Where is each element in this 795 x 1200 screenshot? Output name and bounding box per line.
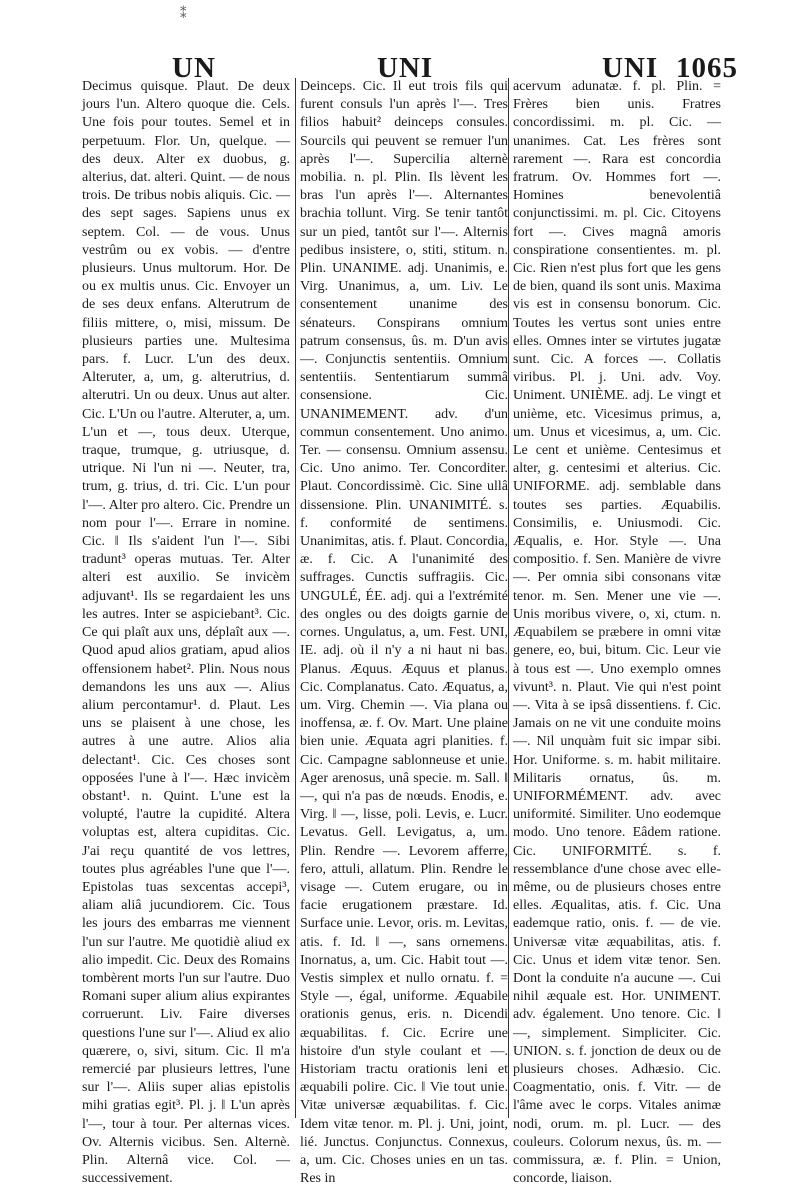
page-number: 1065 (676, 52, 738, 84)
column-right (513, 78, 721, 1187)
corner-mark: ⁑ (180, 6, 187, 21)
column-text: acervum adunatæ. f. pl. Plin. = Frères bien unis. Fratres concordissimi. m. pl. Cic. — unanimes. Cat. Les frères sont rarement —. Rara est concordia fratrum. Ov. Hommes fort —. Homines benevolentiâ conjunctissimi. m. pl. Cic. Citoyens fort —. Cives magnâ amoris conspiratione consentientes. m. pl. Cic. Rien n'est plus fort que les gens de bien, quand ils sont unis. Maxima vis est in consensu bonorum. Cic. Toutes les vertus sont unies entre elles. Omnes inter se virtutes jugatæ sunt. Cic. A forces —. Collatis viribus. Pl. j. Uni. adv. Voy. Uniment. UNIÈME. adj. Le vingt et unième, etc. Vicesimus primus, a, um. Unus et vicesimus, a, um. Cic. Le cent et unième. Centesimus et alter, g. centesimi et alterius. Cic. UNIFORME. adj. semblable dans toutes ses parties. Æquabilis. Consimilis, e. Uniusmodi. Cic. Æqualis, e. Hor. Style —. Una compositio. f. Sen. Manière de vivre —. Per omnia sibi consonans vitæ tenor. m. Sen. Mener une vie —. Unis moribus vivere, o, xi, ctum. n. Æquabilem se præbere in omni vitæ genere, eo, bui, bitum. Cic. Leur vie à tous est —. Uno exemplo omnes vivunt³. n. Plaut. Vie qui n'est point —. Vita à se ipsâ dissentiens. f. Cic. Jamais on ne vit une conduite moins —. Nil unquàm fuit sic impar sibi. Hor. Uniforme. s. m. habit militaire. Militaris ornatus, ûs. m. UNIFORMÉMENT. adv. avec uniformité. Similiter. Uno eodemque modo. Uno tenore. Eâdem ratione. Cic. UNIFORMITÉ. s. f. ressemblance d'une chose avec elle-même, ou de plusieurs choses entre elles. Æqualitas, atis. f. Cic. Una eademque ratio, onis. f. — de vie. Universæ vitæ æquabilitas, atis. f. Cic. Unus et idem vitæ tenor. Sen. Dont la conduite n'a aucune —. Cui nihil æquale est. Hor. UNIMENT. adv. également. Uno tenore. Cic. ‖ —, simplement. Simpliciter. Cic. UNION. s. f. jonction de deux ou de plusieurs choses. Adhæsio. Cic. Coagmentatio, onis. f. Vitr. — de l'âme avec le corps. Vitales animæ nodi, orum. m. pl. Lucr. — des couleurs. Colorum nexus, ûs. m. — commissura, æ. f. Plin. = Union, concorde, liaison. (513, 79, 721, 1187)
running-head-left: UN (172, 52, 216, 84)
column-divider (295, 78, 296, 1118)
column-text: Deinceps. Cic. Il eut trois fils qui furent consuls l'un après l'—. Tres filios habuit² deinceps consules. Sourcils qui peuvent se remuer l'un après l'—. Supercilia alternè mobilia. n. pl. Plin. Ils lèvent les bras l'un après l'—. Alternantes brachia tollunt. Virg. Se tenir tantôt sur un pied, tantôt sur l'—. Alternis pedibus insistere, o, stiti, stitum. n. Plin. UNANIME. adj. Unanimis, e. Virg. Unanimus, a, um. Liv. Le consentement unanime des sénateurs. Conspirans omnium patrum consensus, ûs. m. D'un avis —. Conjunctis sententiis. Omnium sententiis. Sententiarum summâ consensione. Cic. UNANIMEMENT. adv. d'un commun consentement. Uno animo. Ter. — consensu. Omnium assensu. Cic. Uno animo. Ter. Concorditer. Plaut. Concordissimè. Cic. Sine ullâ dissensione. Plin. UNANIMITÉ. s. f. conformité de sentimens. Unanimitas, atis. f. Plaut. Concordia, æ. f. Cic. A l'unanimité des suffrages. Cunctis suffragiis. Cic. UNGULÉ, ÉE. adj. qui a l'extrémité des ongles ou des doigts garnie de cornes. Ungulatus, a, um. Fest. UNI, IE. adj. où il n'y a ni haut ni bas. Planus. Æquus. Æquus et planus. Cic. Complanatus. Cato. Æquatus, a, um. Virg. Chemin —. Via plana ou inoffensa, æ. f. Ov. Mart. Une plaine bien unie. Æquata agri planities. f. Cic. Campagne sablonneuse et unie. Ager arenosus, unâ specie. m. Sall. ‖ —, qui n'a pas de nœuds. Enodis, e. Virg. ‖ —, lisse, poli. Levis, e. Lucr. Levatus. Gell. Levigatus, a, um. Plin. Rendre —. Levorem afferre, fero, attuli, allatum. Plin. Rendre le visage —. Cutem erugare, ou in facie erugationem præstare. Id. Surface unie. Levor, oris. m. Levitas, atis. f. Id. ‖ —, sans ornemens. Inornatus, a, um. Cic. Habit tout —. Vestis simplex et nullo ornatu. f. = Style —, égal, uniforme. Æquabile orationis genus, eris. n. Dicendi æquabilitas. f. Cic. Ecrire une histoire d'un style coulant et —. Historiam tractu orationis leni et æquabili polire. Cic. ‖ Vie tout unie. Vitæ universæ æquabilitas. f. Cic. Idem vitæ tenor. m. Pl. j. Uni, joint, lié. Junctus. Conjunctus. Connexus, a, um. Cic. Choses unies en un tas. Res in (300, 79, 508, 1187)
column-left (82, 78, 290, 1187)
column-text: Decimus quisque. Plaut. De deux jours l'un. Altero quoque die. Cels. Une fois pour toutes. Semel et in perpetuum. Flor. Un, quelque. — des deux. Alter ex duobus, g. alterius, dat. alteri. Quint. — de nous trois. De tribus nobis aliquis. Cic. — des sept sages. Sapiens unus ex septem. Col. — de vous. Unus vestrûm ou ex vobis. — d'entre plusieurs. Unus multorum. Hor. De ou ex multis unus. Cic. Envoyer un de ses deux enfans. Alterutrum de filiis mittere, o, misi, missum. De plusieurs parties une. Multesima pars. f. Lucr. L'un des deux. Alteruter, a, um, g. alterutrius, d. alterutri. Un ou deux. Unus aut alter. Cic. L'Un ou l'autre. Alteruter, a, um. L'un et —, tous deux. Uterque, traque, trumque, g. utriusque, d. utrique. Ni l'un ni —. Neuter, tra, trum, g. trius, d. tri. Cic. L'un pour l'—. Alter pro altero. Cic. Prendre un nom pour l'—. Errare in nomine. Cic. ‖ Ils s'aident l'un l'—. Sibi tradunt³ operas mutuas. Ter. Alter alteri est auxilio. Se invicèm adjuvant¹. Ils se regardaient les uns les autres. Inter se aspiciebant³. Cic. Ce qui plaît aux uns, déplaît aux —. Quod apud alios gratiam, apud alios offensionem habet². Plin. Nous nous demandons les uns aux —. Alius alium percontamur¹. d. Plaut. Les uns se plaisent à une chose, les autres à une autre. Alios alia delectant¹. Cic. Ces choses sont opposées l'une à l'—. Hæc invicèm obstant¹. n. Quint. L'une est la volupté, l'autre la cupidité. Altera voluptas est, altera cupiditas. Cic. J'ai reçu quantité de vos lettres, toutes plus agréables l'une que l'—. Epistolas tuas sexcentas accepi³, aliam aliâ jucundiorem. Cic. Tous les jours des embarras me viennent l'un sur l'autre. Me quotidiè aliud ex alio impedit. Cic. Deux des Romains tombèrent morts l'un sur l'autre. Duo Romani super alium alius expirantes corruerunt. Liv. Faire diverses questions l'une sur l'—. Aliud ex alio quærere, o, sivi, situm. Cic. Il m'a remercié par plusieurs lettres, l'une sur l'—. Aliis super alias epistolis mihi gratias egit³. Pl. j. ‖ L'un après l'—, tour à tour. Per alternas vices. Ov. Alternis vicibus. Sen. Alternè. Plin. Alternâ vice. Col. — successivement. (82, 79, 290, 1187)
column-center (300, 78, 508, 1187)
column-divider (508, 78, 509, 1118)
running-head-right: UNI (602, 52, 659, 84)
running-head-center: UNI (377, 52, 434, 84)
